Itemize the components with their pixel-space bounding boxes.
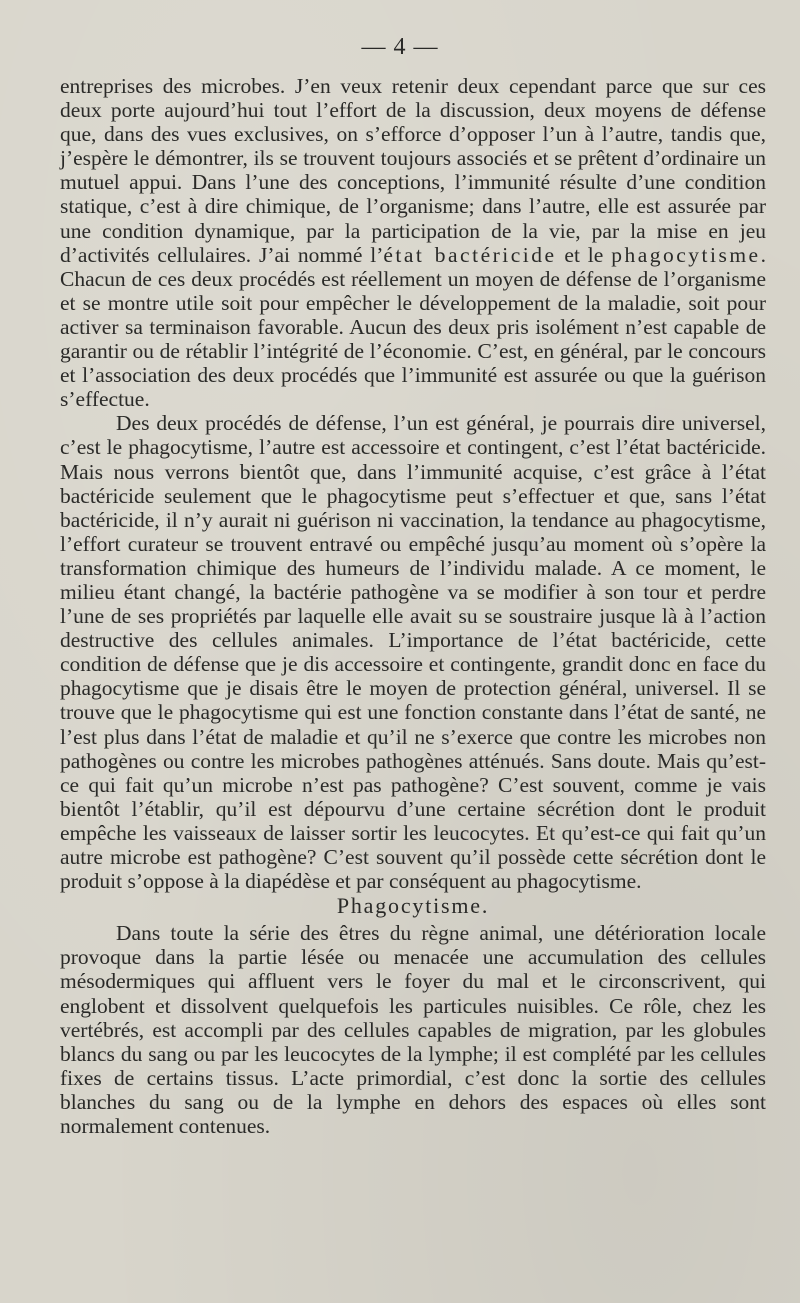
paragraph-continuation	[60, 74, 766, 411]
paragraph: Dans toute la série des êtres du règne animal, une détérioration locale provoque dans la partie lésée ou menacée une accumulation des cellules mésodermiques qui affluent vers le foyer du mal et le circonscrivent, qui englobent et dissolvent quelquefois les particules nuisibles. Ce rôle, chez les vertébrés, est accompli par des cellules capables de migration, par les globules blancs du sang ou par les leucocytes de la lymphe; il est complété par les cellules fixes de certains tissus. L’acte primordial, c’est donc la sortie des cellules blanches du sang ou de la lymphe en dehors des espaces où elles sont normalement contenues.	[60, 921, 766, 1139]
emphasized-term: état bactéricide	[383, 242, 557, 267]
paragraph-text: . Chacun de ces deux procédés est réellement un moyen de défense de l’organisme et se montre utile soit pour empêcher le développement de la maladie, soit pour activer sa terminaison favorable. Aucun des deux pris isolément n’est capable de garantir ou de rétablir l’intégrité de l’économie. C’est, en général, par le concours et l’association des deux procédés que l’immunité est assurée ou que la guérison s’effectue.	[60, 242, 766, 412]
paragraph: Des deux procédés de défense, l’un est général, je pourrais dire universel, c’est le phagocytisme, l’autre est accessoire et contingent, c’est l’état bactéricide. Mais nous verrons bientôt que, dans l’immunité acquise, c’est grâce à l’état bactéricide seulement que le phagocytisme peut s’effectuer et que, sans l’état bactéricide, il n’y aurait ni guérison ni vaccination, la tendance au phagocytisme, l’effort curateur se trouvent entravé ou empêché jusqu’au moment où s’opère la transformation chimique des humeurs de l’individu malade. A ce moment, le milieu étant changé, la bactérie pathogène va se modifier à son tour et perdre l’une de ses propriétés par laquelle elle avait su se soustraire jusque là à l’action destructive des cellules animales. L’importance de l’état bactéricide, cette condition de défense que je dis accessoire et contingente, grandit donc en face du phagocytisme que je disais être le moyen de protection général, universel. Il se trouve que le phagocytisme qui est une fonction constante dans l’état de santé, ne l’est plus dans l’état de maladie et qu’il ne s’exerce que contre les microbes non pathogènes ou contre les microbes pathogènes atténués. Sans doute. Mais qu’est-ce qui fait qu’un microbe n’est pas pathogène? C’est souvent, comme je vais bientôt l’établir, qu’il est dépourvu d’une certaine sécrétion dont le produit empêche les vaisseaux de laisser sortir les leucocytes. Et qu’est-ce qui fait qu’un autre microbe est pathogène? C’est souvent qu’il possède cette sécrétion dont le produit s’oppose à la diapédèse et par conséquent au phagocytisme.	[60, 411, 766, 894]
body-text	[60, 74, 766, 1138]
paragraph-text: et le	[556, 242, 612, 267]
page-number: — 4 —	[361, 34, 439, 60]
emphasized-term: phagocytisme	[611, 242, 761, 267]
section-heading: Phagocytisme.	[336, 893, 490, 919]
paragraph-text: entreprises des microbes. J’en veux retenir deux cependant parce que sur ces deux porte aujourd’hui tout l’effort de la discussion, deux moyens de défense que, dans des vues exclusives, on s’efforce d’opposer l’un à l’autre, tandis que, j’espère le démontrer, ils se trouvent toujours associés et se prêtent d’ordinaire un mutuel appui. Dans l’une des conceptions, l’immunité résulte d’une condition statique, c’est à dire chimique, de l’organisme; dans l’autre, elle est assurée par une condition dynamique, par la participation de la vie, par la mise en jeu d’activités cellulaires. J’ai nommé l’	[60, 74, 766, 267]
